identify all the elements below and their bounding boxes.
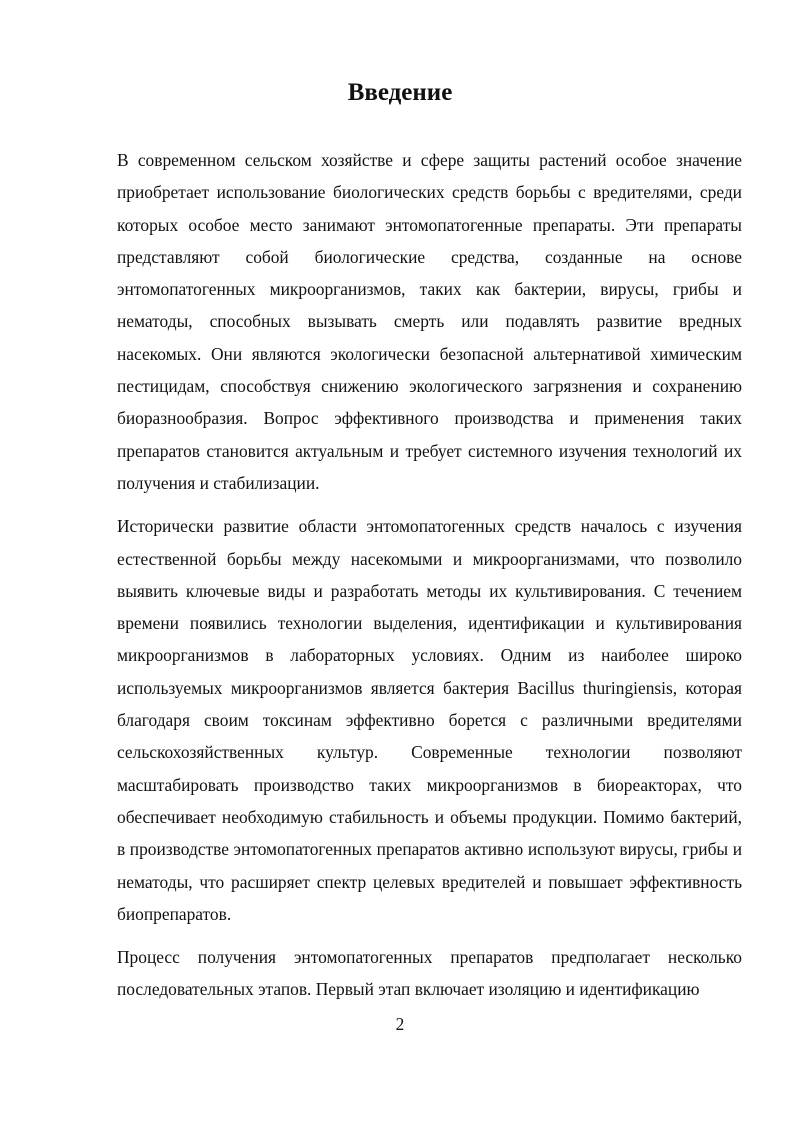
document-body xyxy=(117,144,742,1006)
page-title: Введение xyxy=(347,79,453,106)
paragraph-2: Исторически развитие области энтомопатогенных средств началось с изучения естественной борьбы между насекомыми и микроорганизмами, что позволило выявить ключевые виды и разработать методы их культивирования. С течением времени появились технологии выделения, идентификации и культивирования микроорганизмов в лабораторных условиях. Одним из наиболее широко используемых микроорганизмов является бактерия Bacillus thuringiensis, которая благодаря своим токсинам эффективно борется с различными вредителями сельскохозяйственных культур. Современные технологии позволяют масштабировать производство таких микроорганизмов в биореакторах, что обеспечивает необходимую стабильность и объемы продукции. Помимо бактерий, в производстве энтомопатогенных препаратов активно используют вирусы, грибы и нематоды, что расширяет спектр целевых вредителей и повышает эффективность биопрепаратов. xyxy=(117,516,742,924)
paragraph-1: В современном сельском хозяйстве и сфере защиты растений особое значение приобретает использование биологических средств борьбы с вредителями, среди которых особое место занимают энтомопатогенные препараты. Эти препараты представляют собой биологические средства, созданные на основе энтомопатогенных микроорганизмов, таких как бактерии, вирусы, грибы и нематоды, способных вызывать смерть или подавлять развитие вредных насекомых. Они являются экологически безопасной альтернативой химическим пестицидам, способствуя снижению экологического загрязнения и сохранению биоразнообразия. Вопрос эффективного производства и применения таких препаратов становится актуальным и требует системного изучения технологий их получения и стабилизации. xyxy=(117,150,742,493)
page-number: 2 xyxy=(395,1014,405,1034)
paragraph-3: Процесс получения энтомопатогенных препаратов предполагает несколько последовательных этапов. Первый этап включает изоляцию и идентификацию xyxy=(117,947,742,1000)
